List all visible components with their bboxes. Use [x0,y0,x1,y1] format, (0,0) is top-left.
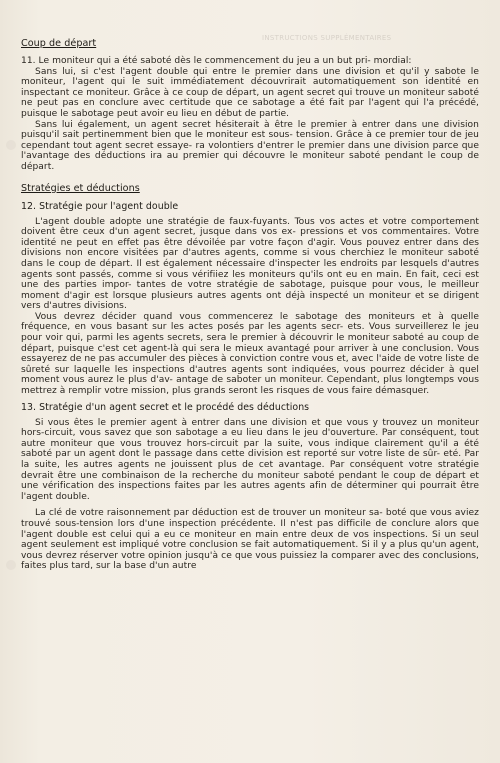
rule-12-title: 12. Stratégie pour l'agent double [21,200,179,212]
paragraph: Sans lui, si c'est l'agent double qui entre le premier dans une division et qu'il y sabote le moniteur, l'agent qui le suit immédiatement découvrirait automatiquement son identité en inspectant ce moniteur. Grâce à ce coup de départ, un agent secret qui trouve un moniteur saboté ne peut pas en conclure avec certitude que ce sabotage a été fait par l'agent qui l'a précédé, puisque le sabotage peut avoir eu lieu en début de partie. [21,66,479,119]
bleed-through-text: INSTRUCTIONS SUPPLÉMENTAIRES [262,34,392,42]
paragraph: L'agent double adopte une stratégie de faux-fuyants. Tous vos actes et votre comportement doivent être ceux d'un agent secret, jusque dans vos ex- pressions et vos commentaires. Votre identité ne peut en effet pas être dévoilée par votre façon d'agir. Vous pouvez entrer dans des divisions non encore visitées par d'autres agents, comme si vous cherchiez le moniteur saboté dans le coup de départ. Il est également nécessaire d'inspecter les endroits par lesquels d'autres agents sont passés, comme si vous vérifiiez les moniteurs qu'ils ont eu en main. En fait, ceci est une des parties impor- tantes de votre stratégie de sabotage, puisque pour vous, le meilleur moment d'agir est lorsque plusieurs autres agents ont déjà inspecté un moniteur et se dirigent vers d'autres divisions. [21,216,479,312]
rule-11-title: 11. Le moniteur qui a été saboté dès le commencement du jeu a un but pri- mordial: [21,56,412,66]
paper-mark [6,140,16,150]
paragraph: Si vous êtes le premier agent à entrer dans une division et que vous y trouvez un moniteur hors-circuit, vous savez que son sabotage a eu lieu dans le jeu d'ouverture. Par conséquent, tout autre moniteur que vous trouvez hors-circuit par la suite, vous indique clairement qu'il a été saboté par un agent dont le passage dans cette division est reporté sur votre liste de sûr- eté. Par la suite, les autres agents ne jouissent plus de cet avantage. Par conséquent votre stratégie devrait être une combinaison de la recherche du moniteur saboté pendant le coup de départ et une vérification des inspections faites par les autres agents afin de déterminer qui pourrait être l'agent double. [21,417,479,502]
section-heading-strategies: Stratégies et déductions [21,182,140,194]
paragraph: La clé de votre raisonnement par déduction est de trouver un moniteur sa- boté que vous aviez trouvé sous-tension lors d'une inspection précédente. Il n'est pas difficile de conclure alors que l'agent double est celui qui a eu ce moniteur en main entre deux de vos inspections. Si un seul agent seulement est impliqué votre conclusion se fait automatiquement. Si il y a plus qu'un agent, vous devrez réserver votre opinion jusqu'à ce que vous puissiez la comparer avec des conclusions, faites plus tard, sur la base d'un autre [21,508,479,572]
rule-13-title: 13. Stratégie d'un agent secret et le procédé des déductions [21,401,310,413]
document-body [21,38,479,572]
section-heading-coup-de-depart: Coup de départ [21,38,97,49]
paper-mark [6,560,16,570]
paragraph: Vous devrez décider quand vous commencerez le sabotage des moniteurs et à quelle fréquence, en vous basant sur les actes posés par les agents secr- ets. Vous surveillerez le jeu pour voir qui, parmi les agents secrets, sera le premier à découvrir le moniteur saboté au coup de départ, puisque c'est cet agent-là qui sera le mieux avantagé pour arriver à une conclusion. Vous essayerez de ne pas accumuler des pièces à conviction contre vous et, avec l'aide de votre liste de sûreté sur laquelle les inspections d'autres agents sont indiquées, vous pourrez décider à quel moment vous aurez le plus d'av- antage de saboter un moniteur. Cependant, plus longtemps vous mettrez à remplir votre mission, plus grands seront les risques de vous faire démasquer. [21,311,479,397]
paragraph: Sans lui également, un agent secret hésiterait à être le premier à entrer dans une division puisqu'il sait pertinemment bien que le moniteur est sous- tension. Grâce à ce premier tour de jeu cependant tout agent secret essaye- ra volontiers d'entrer le premier dans une division parce que l'avantage des déductions ira au premier qui découvre le moniteur saboté pendant le coup de départ. [21,119,479,172]
